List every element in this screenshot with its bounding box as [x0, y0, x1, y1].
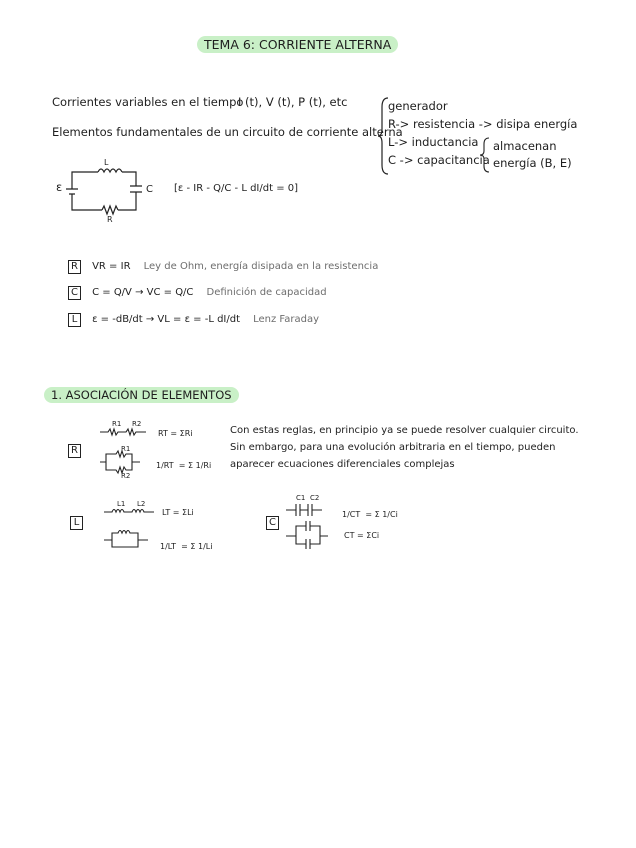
- inductor-association-diagram: [104, 500, 160, 556]
- inductor-series-formula: LT = ΣLi: [162, 508, 194, 517]
- elements-label: Elementos fundamentales de un circuito de corriente alterna: [52, 125, 403, 139]
- inductor-parallel-formula: 1/LT = Σ 1/Li: [160, 542, 213, 551]
- resistor-label: R1: [112, 420, 122, 428]
- inductor-label: L1: [117, 500, 126, 508]
- rule-R: R VR = IR Ley de Ohm, energía disipada en la resistencia: [68, 254, 378, 274]
- page-title: TEMA 6: CORRIENTE ALTERNA: [197, 37, 398, 52]
- inductor-label: L2: [137, 500, 146, 508]
- inductor-label: L: [104, 158, 109, 167]
- brace-item: R-> resistencia -> disipa energía: [388, 117, 578, 131]
- variables-label: Corrientes variables en el tiempo: [52, 95, 244, 109]
- capacitor-label: C2: [310, 494, 320, 502]
- inductor-box: L: [70, 516, 83, 530]
- capacitor-label: C1: [296, 494, 306, 502]
- section-text-line: Sin embargo, para una evolución arbitraria en el tiempo, pueden: [230, 442, 556, 453]
- small-brace-icon: [480, 137, 490, 173]
- rule-note: Ley de Ohm, energía disipada en la resistencia: [143, 261, 379, 272]
- resistor-label: R2: [132, 420, 142, 428]
- brace-item: C -> capacitancia: [388, 153, 490, 167]
- section-text-line: aparecer ecuaciones diferenciales complejas: [230, 459, 455, 470]
- emf-label: ε: [56, 180, 63, 194]
- rule-note: Definición de capacidad: [206, 287, 327, 298]
- capacitor-series-formula: 1/CT = Σ 1/Ci: [342, 510, 398, 519]
- resistor-label: R: [107, 215, 113, 224]
- brace-item: generador: [388, 99, 448, 113]
- rule-note: Lenz Faraday: [253, 314, 320, 325]
- brace-item: L-> inductancia: [388, 135, 479, 149]
- resistor-parallel-formula: 1/RT = Σ 1/Ri: [156, 461, 212, 470]
- capacitor-association-diagram: [286, 496, 338, 552]
- variables-list: I (t), V (t), P (t), etc: [238, 95, 348, 109]
- store-label: almacenan: [493, 139, 557, 153]
- resistor-series-formula: RT = ΣRi: [158, 429, 193, 438]
- capacitor-label: C: [146, 184, 153, 195]
- capacitor-parallel-formula: CT = ΣCi: [344, 531, 380, 540]
- section-text-line: Con estas reglas, en principio ya se puede resolver cualquier circuito.: [230, 425, 579, 436]
- resistor-label: R2: [121, 472, 131, 480]
- section-heading: 1. ASOCIACIÓN DE ELEMENTOS: [44, 388, 239, 402]
- store-energy: energía (B, E): [493, 156, 572, 170]
- capacitor-box: C: [266, 516, 279, 530]
- rule-formula: VR = IR: [92, 261, 131, 272]
- rule-formula: C = Q/V → VC = Q/C: [92, 287, 194, 298]
- kirchhoff-equation: [ε - IR - Q/C - L dI/dt = 0]: [174, 183, 299, 194]
- rule-formula: ε = -dB/dt → VL = ε = -L dI/dt: [92, 314, 241, 325]
- resistor-box: R: [68, 444, 81, 458]
- resistor-label: R1: [121, 445, 131, 453]
- rule-L: L ε = -dB/dt → VL = ε = -L dI/dt Lenz Faraday: [68, 307, 319, 327]
- rule-C: C C = Q/V → VC = Q/C Definición de capacidad: [68, 280, 327, 300]
